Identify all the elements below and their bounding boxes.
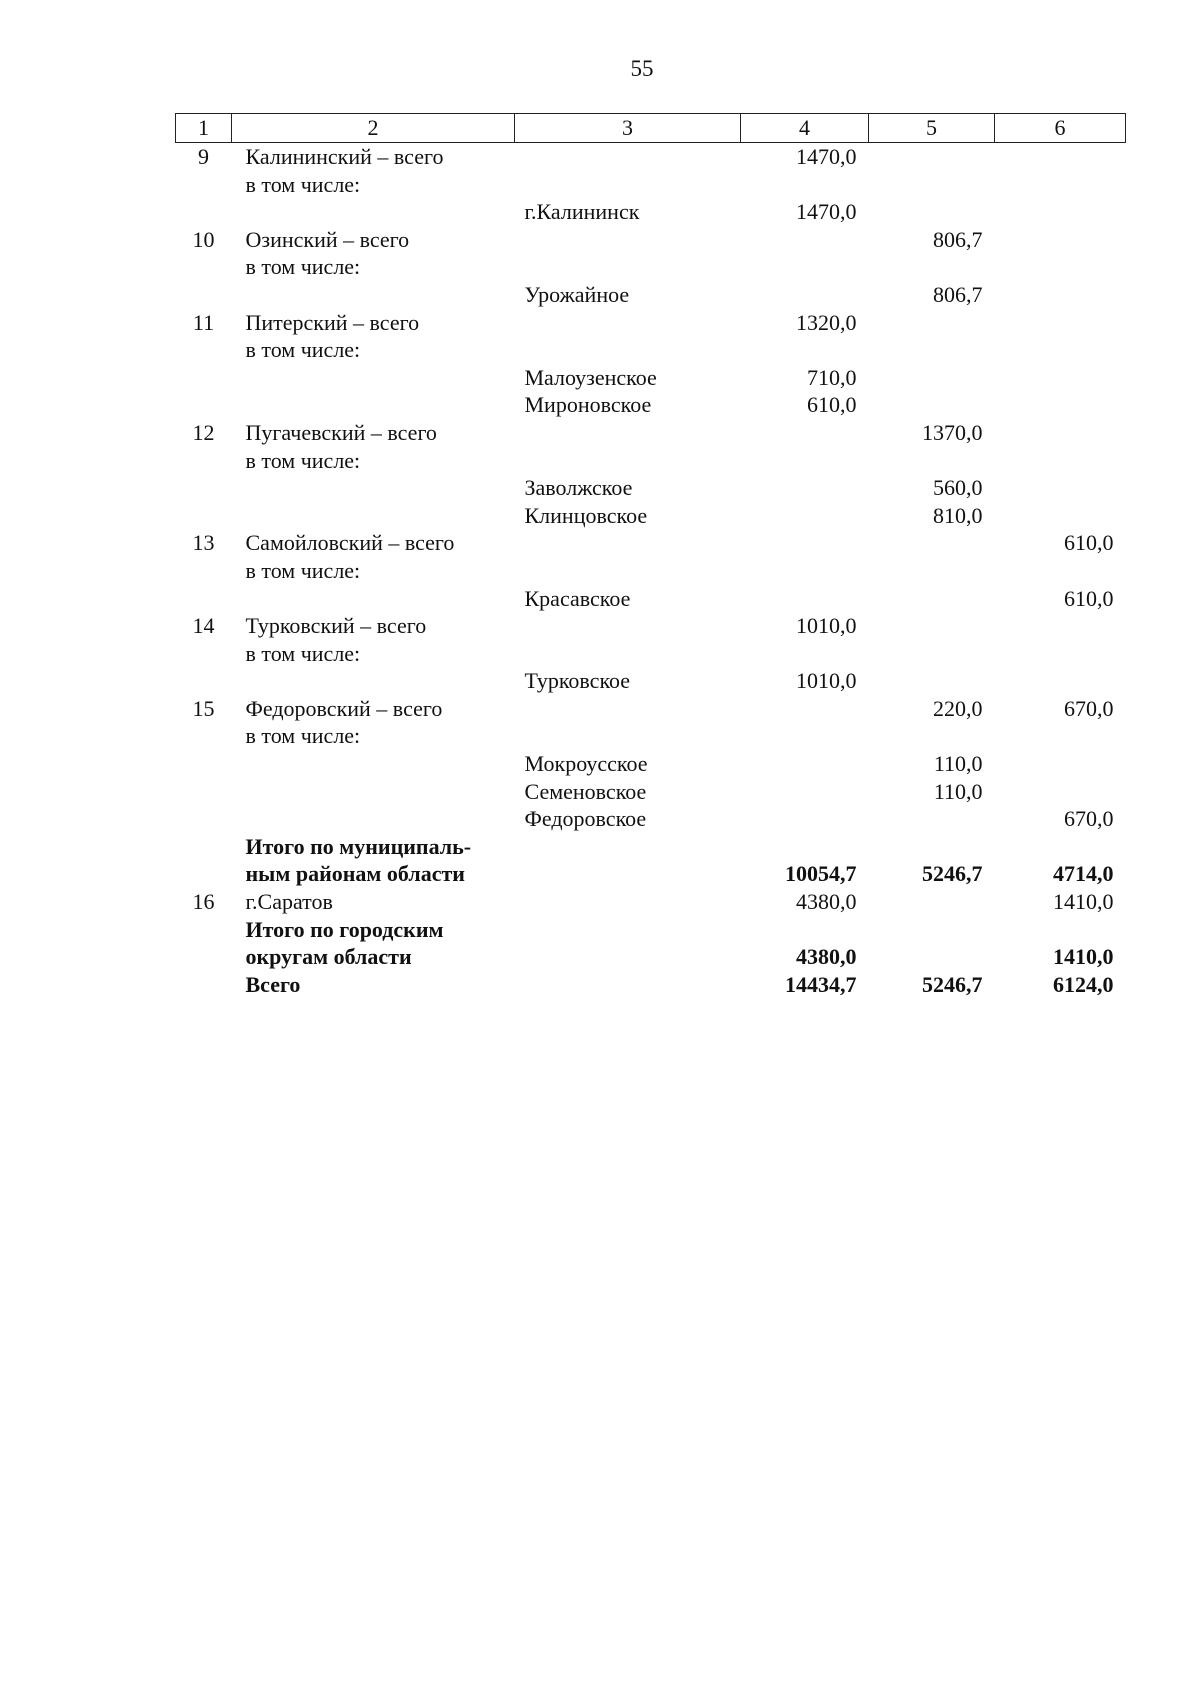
value-col-4-cell: 1010,0 xyxy=(796,668,857,694)
district-name-cell: Пугачевский – всего xyxy=(245,419,437,445)
value-col-4-cell xyxy=(741,722,869,750)
value-col-4-cell xyxy=(741,281,869,309)
value-col-5-cell xyxy=(869,640,995,668)
value-col-5-cell xyxy=(869,391,995,419)
district-name-cell: в том числе: xyxy=(245,171,361,197)
settlement-name-cell xyxy=(515,309,741,337)
table-row xyxy=(176,253,1126,281)
district-name-cell xyxy=(232,502,515,530)
value-col-6-cell xyxy=(995,750,1126,778)
value-col-4-cell xyxy=(741,336,869,364)
row-number-cell xyxy=(176,557,232,585)
header-col-4: 4 xyxy=(741,114,869,143)
value-col-5-cell: 5246,7 xyxy=(922,861,983,887)
table-row xyxy=(176,612,1126,640)
value-col-6-cell xyxy=(995,419,1126,447)
value-col-6-cell: 1410,0 xyxy=(1053,889,1114,915)
value-col-5-cell xyxy=(869,143,995,171)
value-col-4-cell: 1010,0 xyxy=(796,613,857,639)
header-col-3: 3 xyxy=(515,114,741,143)
value-col-4-cell: 1470,0 xyxy=(796,199,857,225)
district-name-cell: Итого по муниципаль- xyxy=(245,833,472,859)
header-row xyxy=(176,114,1126,143)
value-col-6-cell xyxy=(995,336,1126,364)
district-name-cell: в том числе: xyxy=(245,337,361,363)
table-row xyxy=(176,750,1126,778)
row-number-cell: 15 xyxy=(192,695,215,721)
settlement-name-cell xyxy=(515,171,741,199)
table-row xyxy=(176,281,1126,309)
value-col-4-cell xyxy=(741,805,869,833)
value-col-4-cell xyxy=(741,502,869,530)
row-number-cell xyxy=(176,943,232,971)
district-name-cell xyxy=(232,585,515,613)
value-col-5-cell xyxy=(869,171,995,199)
table-row xyxy=(176,971,1126,999)
value-col-6-cell xyxy=(995,502,1126,530)
value-col-6-cell xyxy=(995,364,1126,392)
settlement-name-cell xyxy=(515,336,741,364)
district-name-cell: в том числе: xyxy=(245,640,361,666)
district-name-cell xyxy=(232,391,515,419)
value-col-4-cell xyxy=(741,695,869,723)
value-col-4-cell: 4380,0 xyxy=(796,889,857,915)
value-col-6-cell: 4714,0 xyxy=(1053,861,1114,887)
table-row xyxy=(176,474,1126,502)
value-col-4-cell xyxy=(741,226,869,254)
value-col-4-cell xyxy=(741,916,869,944)
value-col-4-cell xyxy=(741,557,869,585)
district-name-cell: ным районам области xyxy=(245,861,465,887)
value-col-4-cell xyxy=(741,750,869,778)
value-col-4-cell xyxy=(741,419,869,447)
settlement-name-cell xyxy=(515,557,741,585)
settlement-name-cell: Малоузенское xyxy=(524,364,657,390)
district-name-cell: в том числе: xyxy=(245,723,361,749)
row-number-cell: 13 xyxy=(192,530,215,556)
value-col-4-cell xyxy=(741,253,869,281)
row-number-cell xyxy=(176,667,232,695)
district-name-cell: в том числе: xyxy=(245,557,361,583)
district-name-cell: Калининский – всего xyxy=(245,144,444,169)
value-col-5-cell xyxy=(869,667,995,695)
value-col-4-cell: 4380,0 xyxy=(796,944,857,970)
value-col-6-cell: 6124,0 xyxy=(1053,971,1114,997)
value-col-4-cell: 610,0 xyxy=(807,392,857,418)
district-name-cell xyxy=(232,281,515,309)
district-name-cell: г.Саратов xyxy=(245,889,333,915)
district-name-cell: Итого по городским xyxy=(245,916,444,942)
settlement-name-cell xyxy=(515,916,741,944)
value-col-4-cell: 1470,0 xyxy=(796,144,857,169)
table-row xyxy=(176,888,1126,916)
row-number-cell xyxy=(176,474,232,502)
value-col-5-cell: 560,0 xyxy=(933,475,983,501)
settlement-name-cell: Мироновское xyxy=(524,392,652,418)
value-col-6-cell xyxy=(995,447,1126,475)
settlement-name-cell: Красавское xyxy=(524,585,631,611)
table-row xyxy=(176,722,1126,750)
value-col-6-cell: 670,0 xyxy=(1064,695,1114,721)
district-name-cell: Самойловский – всего xyxy=(245,530,455,556)
value-col-5-cell xyxy=(869,805,995,833)
page-number: 55 xyxy=(630,56,654,81)
settlement-name-cell xyxy=(515,695,741,723)
district-name-cell: округам области xyxy=(245,944,412,970)
header-col-5: 5 xyxy=(869,114,995,143)
row-number-cell xyxy=(176,253,232,281)
table-row xyxy=(176,778,1126,806)
settlement-name-cell xyxy=(515,612,741,640)
settlement-name-cell xyxy=(515,971,741,999)
row-number-cell xyxy=(176,198,232,226)
value-col-6-cell: 610,0 xyxy=(1064,585,1114,611)
table-row xyxy=(176,447,1126,475)
value-col-5-cell: 110,0 xyxy=(933,778,983,804)
value-col-5-cell xyxy=(869,943,995,971)
district-name-cell: Питерский – всего xyxy=(245,309,420,335)
district-name-cell: Федоровский – всего xyxy=(245,695,443,721)
settlement-name-cell: Мокроусское xyxy=(524,751,648,777)
value-col-5-cell: 806,7 xyxy=(933,281,983,307)
value-col-5-cell xyxy=(869,198,995,226)
table-row xyxy=(176,943,1126,971)
value-col-5-cell: 5246,7 xyxy=(922,971,983,997)
value-col-5-cell xyxy=(869,557,995,585)
settlement-name-cell: Семеновское xyxy=(524,778,647,804)
value-col-4-cell: 710,0 xyxy=(807,364,857,390)
settlement-name-cell: Заволжское xyxy=(524,475,633,501)
table-row xyxy=(176,916,1126,944)
table-row xyxy=(176,640,1126,668)
settlement-name-cell xyxy=(515,529,741,557)
district-name-cell xyxy=(232,198,515,226)
row-number-cell xyxy=(176,860,232,888)
value-col-6-cell xyxy=(995,833,1126,861)
district-name-cell: в том числе: xyxy=(245,254,361,280)
row-number-cell xyxy=(176,171,232,199)
header-col-2: 2 xyxy=(232,114,515,143)
value-col-6-cell: 610,0 xyxy=(1064,530,1114,556)
value-col-6-cell xyxy=(995,778,1126,806)
value-col-4-cell xyxy=(741,171,869,199)
value-col-6-cell xyxy=(995,474,1126,502)
value-col-6-cell: 670,0 xyxy=(1064,806,1114,832)
value-col-4-cell xyxy=(741,529,869,557)
table-row xyxy=(176,364,1126,392)
settlement-name-cell xyxy=(515,888,741,916)
table-row xyxy=(176,529,1126,557)
district-name-cell xyxy=(232,474,515,502)
row-number-cell: 16 xyxy=(192,889,215,915)
value-col-6-cell xyxy=(995,253,1126,281)
value-col-4-cell xyxy=(741,474,869,502)
value-col-4-cell xyxy=(741,778,869,806)
value-col-5-cell: 110,0 xyxy=(933,751,983,777)
district-name-cell: Озинский – всего xyxy=(245,226,410,252)
value-col-6-cell xyxy=(995,722,1126,750)
row-number-cell xyxy=(176,585,232,613)
value-col-5-cell xyxy=(869,833,995,861)
row-number-cell: 11 xyxy=(192,309,215,335)
table-row xyxy=(176,336,1126,364)
district-name-cell xyxy=(232,750,515,778)
table-header xyxy=(176,114,1126,143)
value-col-6-cell xyxy=(995,391,1126,419)
table-row xyxy=(176,805,1126,833)
value-col-5-cell xyxy=(869,364,995,392)
value-col-6-cell xyxy=(995,281,1126,309)
value-col-6-cell xyxy=(995,640,1126,668)
value-col-5-cell xyxy=(869,612,995,640)
table-row xyxy=(176,143,1126,171)
value-col-6-cell xyxy=(995,226,1126,254)
table-body xyxy=(176,143,1126,999)
table-row xyxy=(176,833,1126,861)
row-number-cell xyxy=(176,722,232,750)
district-name-cell xyxy=(232,364,515,392)
table-row xyxy=(176,171,1126,199)
settlement-name-cell xyxy=(515,833,741,861)
table-row xyxy=(176,695,1126,723)
value-col-6-cell xyxy=(995,171,1126,199)
district-name-cell: в том числе: xyxy=(245,447,361,473)
value-col-6-cell xyxy=(995,309,1126,337)
value-col-4-cell xyxy=(741,585,869,613)
district-name-cell xyxy=(232,778,515,806)
allocation-table xyxy=(175,113,1126,998)
value-col-5-cell: 220,0 xyxy=(933,695,983,721)
row-number-cell xyxy=(176,916,232,944)
value-col-5-cell xyxy=(869,722,995,750)
district-name-cell: Всего xyxy=(245,971,301,997)
value-col-6-cell xyxy=(995,557,1126,585)
table-row xyxy=(176,309,1126,337)
row-number-cell: 12 xyxy=(192,419,215,445)
table-row xyxy=(176,860,1126,888)
row-number-cell xyxy=(176,447,232,475)
value-col-5-cell: 810,0 xyxy=(933,502,983,528)
settlement-name-cell xyxy=(515,722,741,750)
table-row xyxy=(176,226,1126,254)
district-name-cell xyxy=(232,667,515,695)
value-col-5-cell xyxy=(869,447,995,475)
value-col-5-cell xyxy=(869,529,995,557)
header-col-1: 1 xyxy=(176,114,232,143)
settlement-name-cell: Клинцовское xyxy=(524,502,648,528)
settlement-name-cell xyxy=(515,943,741,971)
row-number-cell xyxy=(176,750,232,778)
row-number-cell: 10 xyxy=(192,226,215,252)
row-number-cell xyxy=(176,640,232,668)
settlement-name-cell xyxy=(515,640,741,668)
table-row xyxy=(176,585,1126,613)
row-number-cell: 9 xyxy=(198,144,209,169)
value-col-5-cell xyxy=(869,309,995,337)
row-number-cell: 14 xyxy=(192,613,215,639)
value-col-5-cell xyxy=(869,585,995,613)
settlement-name-cell xyxy=(515,447,741,475)
table-row xyxy=(176,391,1126,419)
table-row xyxy=(176,667,1126,695)
value-col-4-cell: 1320,0 xyxy=(796,309,857,335)
value-col-6-cell xyxy=(995,667,1126,695)
settlement-name-cell xyxy=(515,143,741,171)
value-col-6-cell xyxy=(995,612,1126,640)
table-row xyxy=(176,198,1126,226)
value-col-5-cell: 1370,0 xyxy=(922,419,983,445)
settlement-name-cell xyxy=(515,419,741,447)
settlement-name-cell: Турковское xyxy=(524,668,631,694)
row-number-cell xyxy=(176,364,232,392)
row-number-cell xyxy=(176,502,232,530)
district-name-cell xyxy=(232,805,515,833)
settlement-name-cell: Федоровское xyxy=(524,806,647,832)
settlement-name-cell: г.Калининск xyxy=(524,199,640,225)
value-col-4-cell: 14434,7 xyxy=(785,971,857,997)
table-row xyxy=(176,419,1126,447)
value-col-5-cell xyxy=(869,888,995,916)
settlement-name-cell xyxy=(515,860,741,888)
row-number-cell xyxy=(176,281,232,309)
row-number-cell xyxy=(176,805,232,833)
value-col-5-cell: 806,7 xyxy=(933,226,983,252)
settlement-name-cell xyxy=(515,253,741,281)
value-col-6-cell: 1410,0 xyxy=(1053,944,1114,970)
settlement-name-cell xyxy=(515,226,741,254)
row-number-cell xyxy=(176,971,232,999)
value-col-4-cell xyxy=(741,447,869,475)
row-number-cell xyxy=(176,833,232,861)
header-col-6: 6 xyxy=(995,114,1126,143)
value-col-4-cell xyxy=(741,833,869,861)
row-number-cell xyxy=(176,778,232,806)
row-number-cell xyxy=(176,391,232,419)
table-row xyxy=(176,557,1126,585)
value-col-6-cell xyxy=(995,143,1126,171)
table-row xyxy=(176,502,1126,530)
settlement-name-cell: Урожайное xyxy=(524,281,630,307)
value-col-6-cell xyxy=(995,198,1126,226)
value-col-6-cell xyxy=(995,916,1126,944)
value-col-4-cell: 10054,7 xyxy=(785,861,857,887)
value-col-5-cell xyxy=(869,336,995,364)
row-number-cell xyxy=(176,336,232,364)
district-name-cell: Турковский – всего xyxy=(245,613,427,639)
value-col-5-cell xyxy=(869,253,995,281)
value-col-4-cell xyxy=(741,640,869,668)
value-col-5-cell xyxy=(869,916,995,944)
